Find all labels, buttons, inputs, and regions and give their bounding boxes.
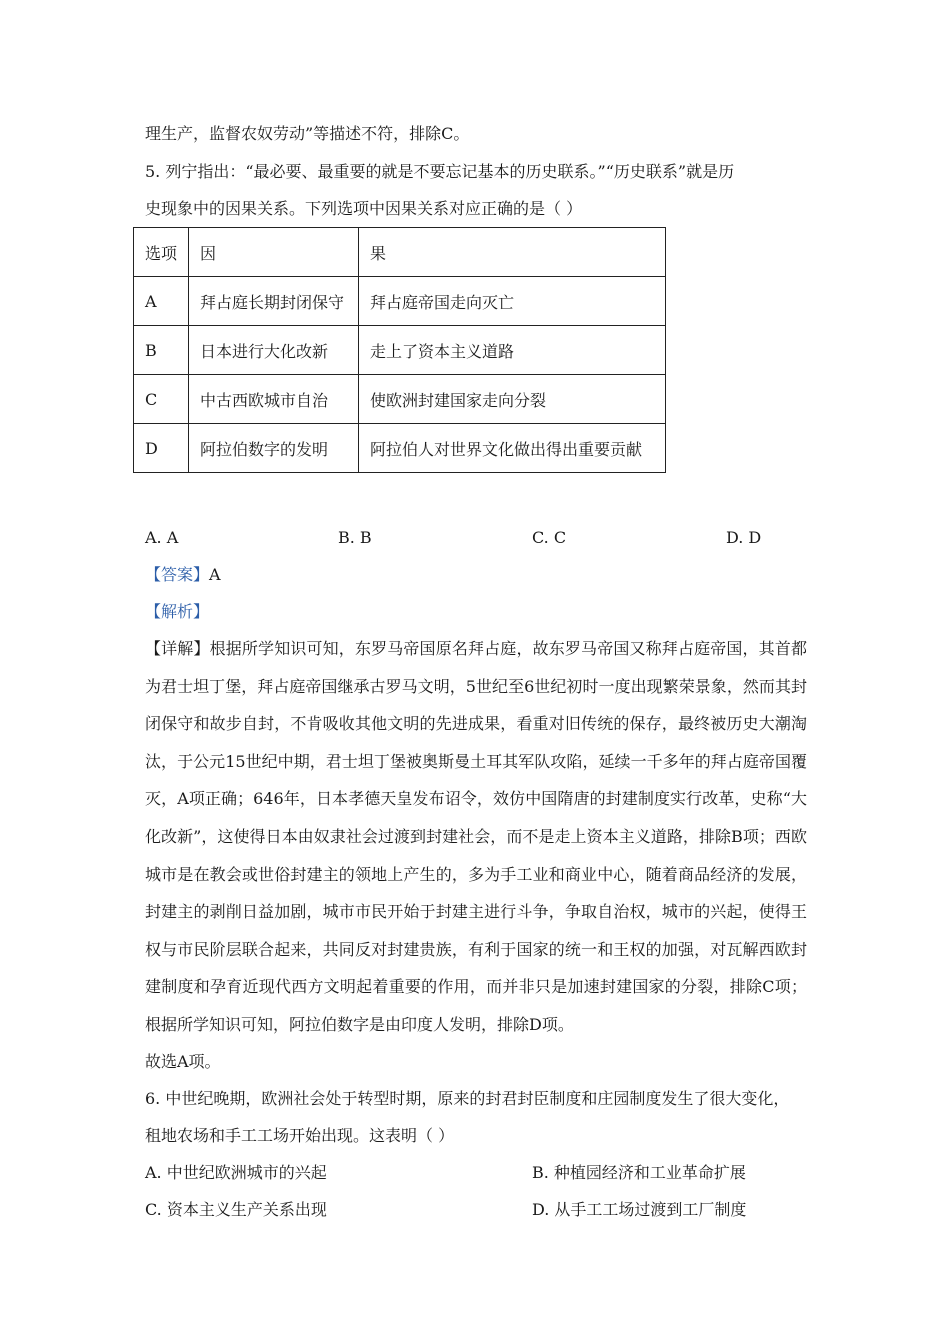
table-cell: 阿拉伯人对世界文化做出得出重要贡献 [359, 424, 666, 473]
cause-effect-table [133, 227, 666, 473]
table-cell: 拜占庭长期封闭保守 [189, 277, 359, 326]
table-cell: 使欧洲封建国家走向分裂 [359, 375, 666, 424]
question-5-choice-b: B. B [338, 528, 372, 547]
question-5-stem-line-1: 5. 列宁指出：“最必要、最重要的就是不要忘记基本的历史联系。”“历史联系”就是历 [145, 162, 735, 181]
table-header-cell: 果 [359, 228, 666, 277]
table-cell: 中古西欧城市自治 [189, 375, 359, 424]
analysis-line [145, 602, 209, 622]
question-6-stem-line-2: 租地农场和手工工场开始出现。这表明（ ） [145, 1126, 455, 1145]
table-cell: B [134, 326, 189, 375]
detail-tag: 【详解】 [145, 639, 210, 658]
table-header-row [134, 228, 666, 277]
table-cell: 走上了资本主义道路 [359, 326, 666, 375]
question-6-stem-line-1: 6. 中世纪晚期，欧洲社会处于转型时期，原来的封君封臣制度和庄园制度发生了很大变化， [145, 1089, 790, 1108]
table-cell: C [134, 375, 189, 424]
question-5-stem-line-2: 史现象中的因果关系。下列选项中因果关系对应正确的是（ ） [145, 199, 583, 218]
question-6-choice-c: C. 资本主义生产关系出现 [145, 1200, 327, 1219]
question-5-choice-c: C. C [532, 528, 567, 547]
conclusion-line: 故选A项。 [145, 1052, 221, 1071]
previous-answer-tail: 理生产，监督农奴劳动”等描述不符，排除C。 [145, 124, 470, 143]
question-5-choice-a: A. A [145, 528, 179, 547]
table-row [134, 326, 666, 375]
answer-line [145, 565, 221, 585]
answer-value: A [209, 565, 221, 584]
table-cell: 阿拉伯数字的发明 [189, 424, 359, 473]
question-6-choice-a: A. 中世纪欧洲城市的兴起 [145, 1163, 327, 1182]
detail-text: 根据所学知识可知，东罗马帝国原名拜占庭，故东罗马帝国又称拜占庭帝国，其首都为君士坦丁堡，拜占庭帝国继承古罗马文明，5世纪至6世纪初时一度出现繁荣景象，然而其封闭保守和故步自封，不肯吸收其他文明的先进成果，看重对旧传统的保存，最终被历史大潮淘汰，于公元15世纪中期，君士坦丁堡被奥斯曼土耳其军队攻陷，延续一千多年的拜占庭帝国覆灭，A项正确；646年，日本孝德天皇发布诏令，效仿中国隋唐的封建制度实行改革，史称“大化改新”，这使得日本由奴隶社会过渡到封建社会，而不是走上资本主义道路，排除B项；西欧城市是在教会或世俗封建主的领地上产生的，多为手工业和商业中心，随着商品经济的发展，封建主的剥削日益加剧，城市市民开始于封建主进行斗争，争取自治权，城市的兴起，使得王权与市民阶层联合起来，共同反对封建贵族，有利于国家的统一和王权的加强，对瓦解西欧封建制度和孕育近现代西方文明起着重要的作用，而并非只是加速封建国家的分裂，排除C项；根据所学知识可知，阿拉伯数字是由印度人发明，排除D项。 [145, 639, 807, 1034]
table-cell: 拜占庭帝国走向灭亡 [359, 277, 666, 326]
question-6-choice-b: B. 种植园经济和工业革命扩展 [532, 1163, 746, 1182]
table-row [134, 277, 666, 326]
table-row [134, 424, 666, 473]
table-row [134, 375, 666, 424]
table-header-cell: 因 [189, 228, 359, 277]
detail-paragraph [145, 630, 807, 1044]
table-cell: A [134, 277, 189, 326]
table-cell: D [134, 424, 189, 473]
table-cell: 日本进行大化改新 [189, 326, 359, 375]
question-6-choice-d: D. 从手工工场过渡到工厂制度 [532, 1200, 747, 1219]
table-header-cell: 选项 [134, 228, 189, 277]
answer-tag: 【答案】 [145, 565, 210, 584]
analysis-tag: 【解析】 [145, 602, 210, 621]
question-5-choice-d: D. D [726, 528, 762, 547]
